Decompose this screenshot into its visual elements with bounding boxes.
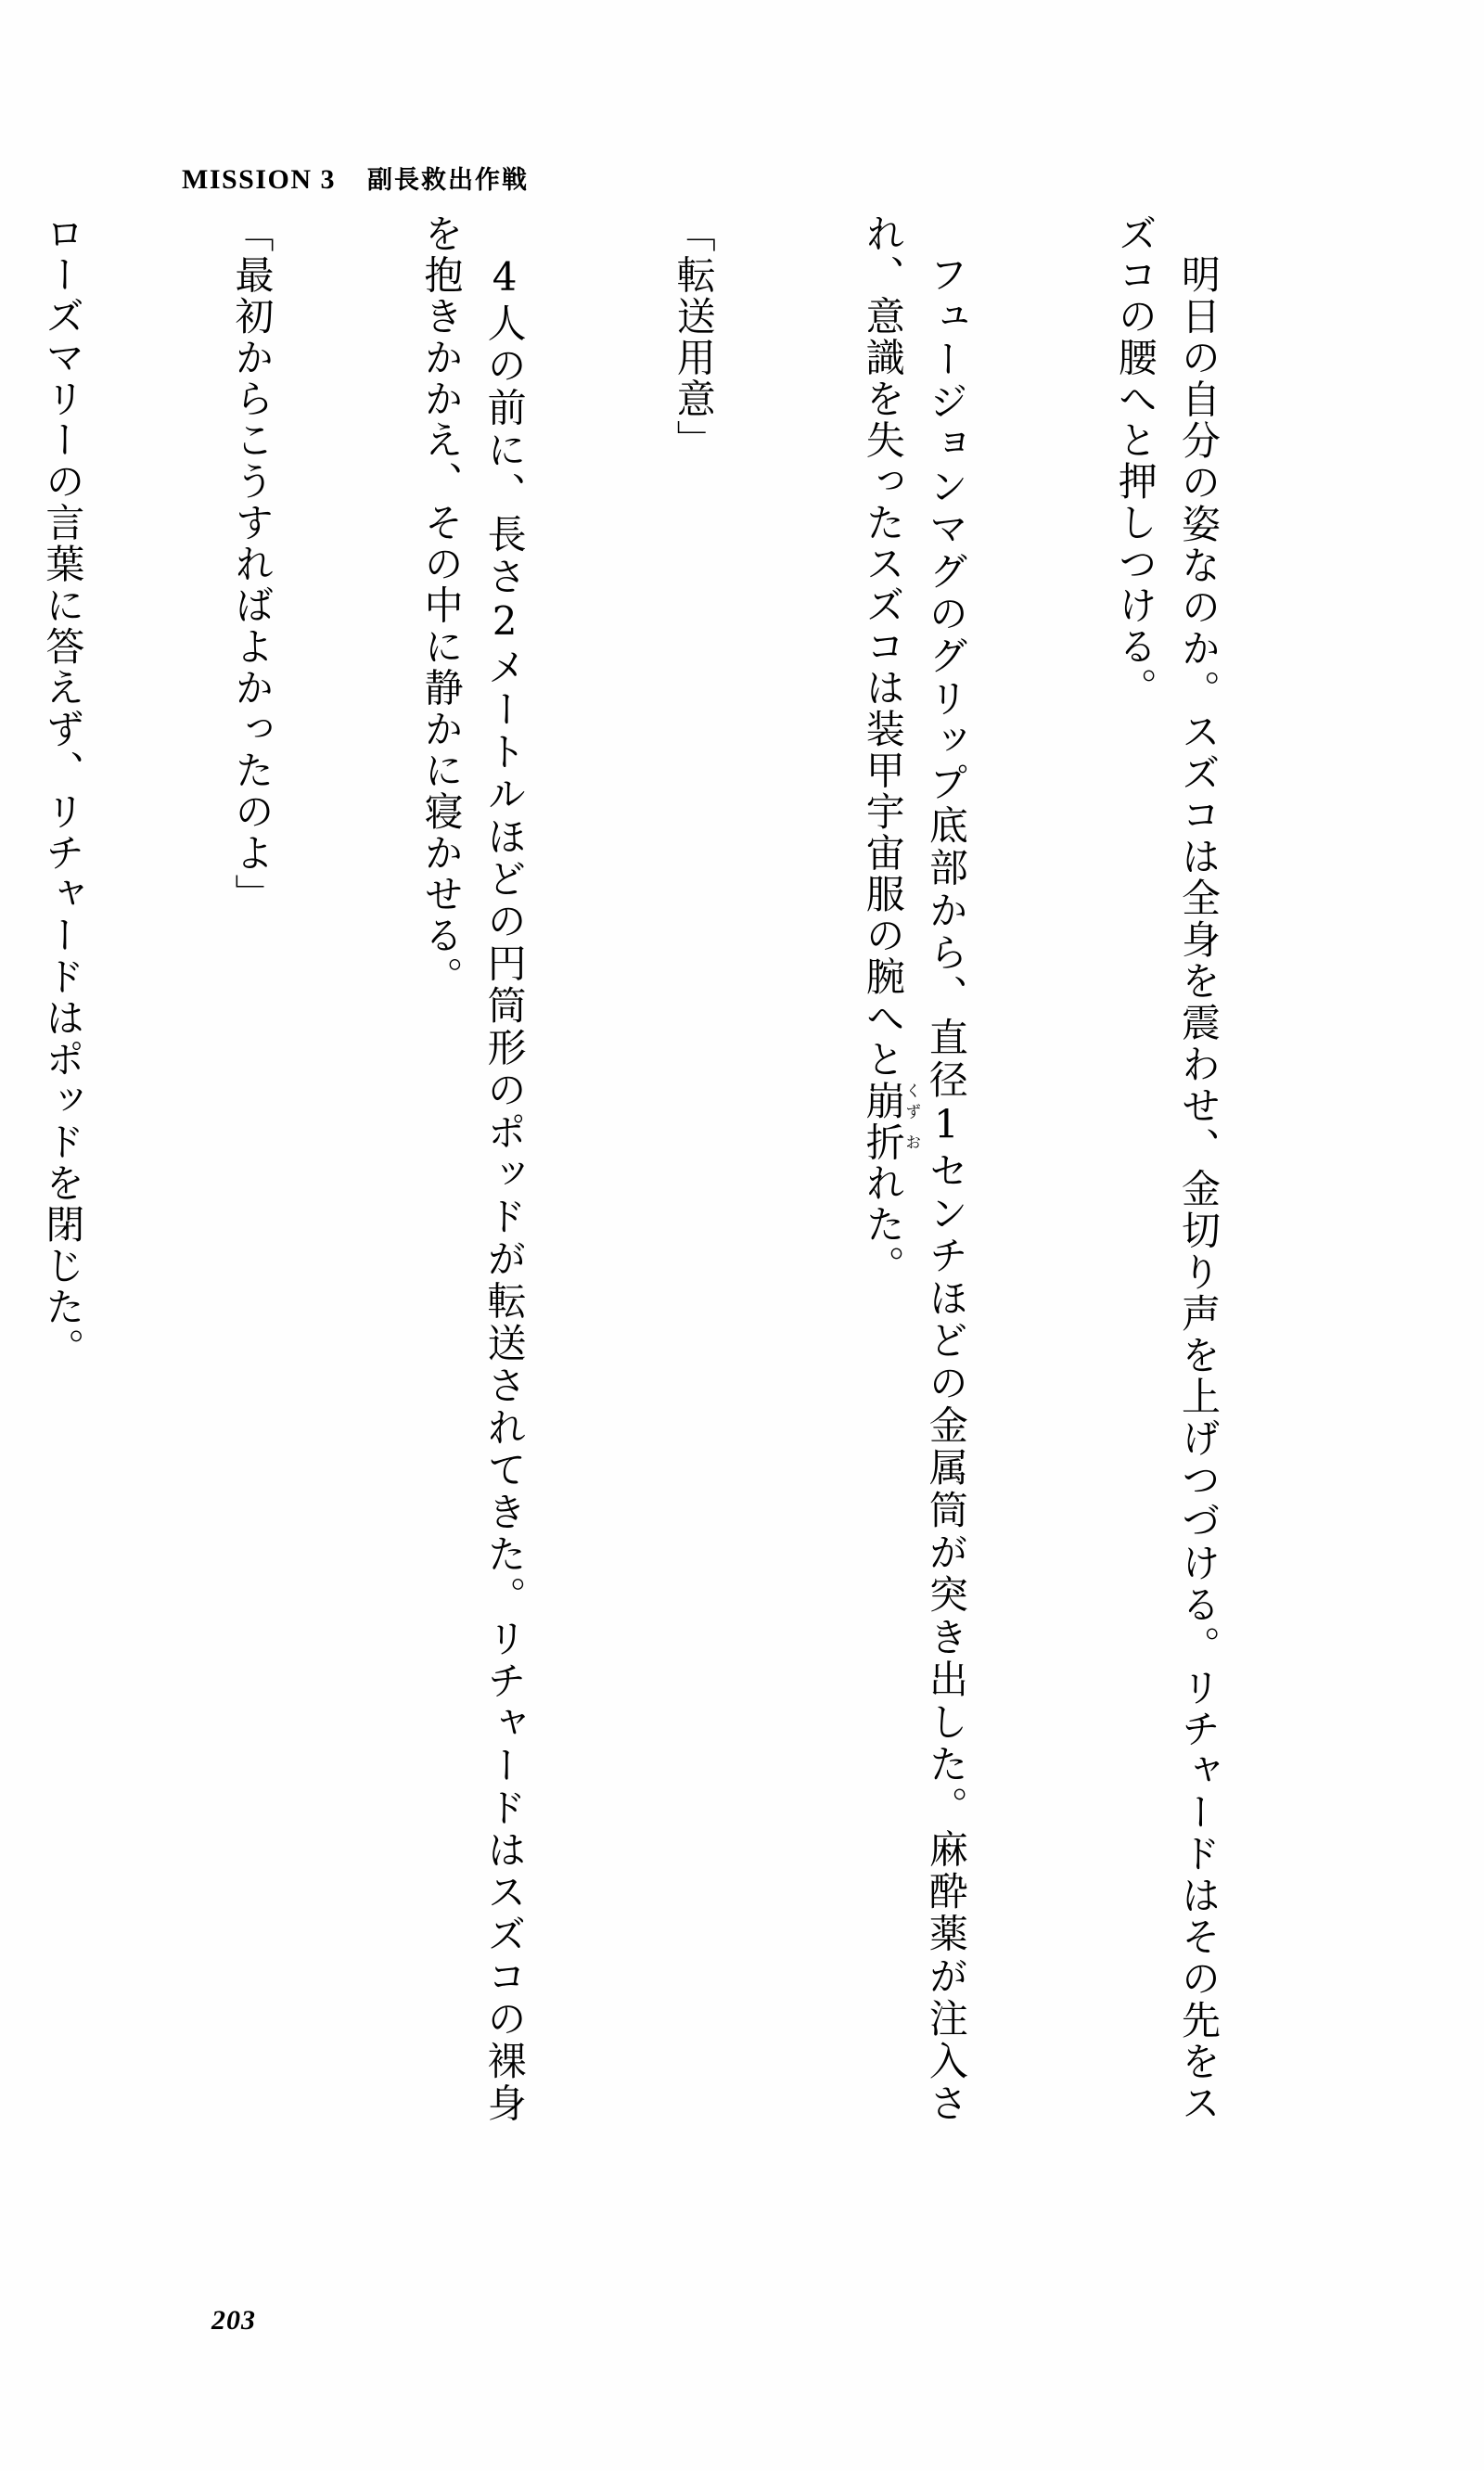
body-text — [40, 213, 1356, 2124]
paragraph: フュージョンマグのグリップ底部から、直径1センチほどの金属筒が突き出した。麻酔薬が注入され、意識を失ったスズコは装甲宇宙服の腕へと崩くず折おれた。 — [860, 213, 969, 2124]
ruby-kuzuore: 崩くず折お — [860, 1080, 921, 1163]
running-head — [182, 160, 529, 196]
paragraph: 「最初からこうすればよかったのよ」 — [229, 213, 275, 915]
chapter-title: 副長救出作戦 — [367, 166, 530, 195]
paragraph: 「転送用意」 — [671, 213, 717, 461]
paragraph: 4人の前に、長さ2メートルほどの円筒形のポッドが転送されてきた。リチャードはスズコの裸身を抱きかかえ、その中に静かに寝かせる。 — [418, 213, 528, 2124]
mission-label: MISSION 3 — [182, 164, 337, 195]
page-number: 203 — [211, 2305, 256, 2336]
paragraph: 明日の自分の姿なのか。スズコは全身を震わせ、金切り声を上げつづける。リチャードはその先をスズコの腰へと押しつける。 — [1112, 213, 1222, 2124]
paragraph: ローズマリーの言葉に答えず、リチャードはポッドを閉じた。 — [40, 213, 86, 1369]
